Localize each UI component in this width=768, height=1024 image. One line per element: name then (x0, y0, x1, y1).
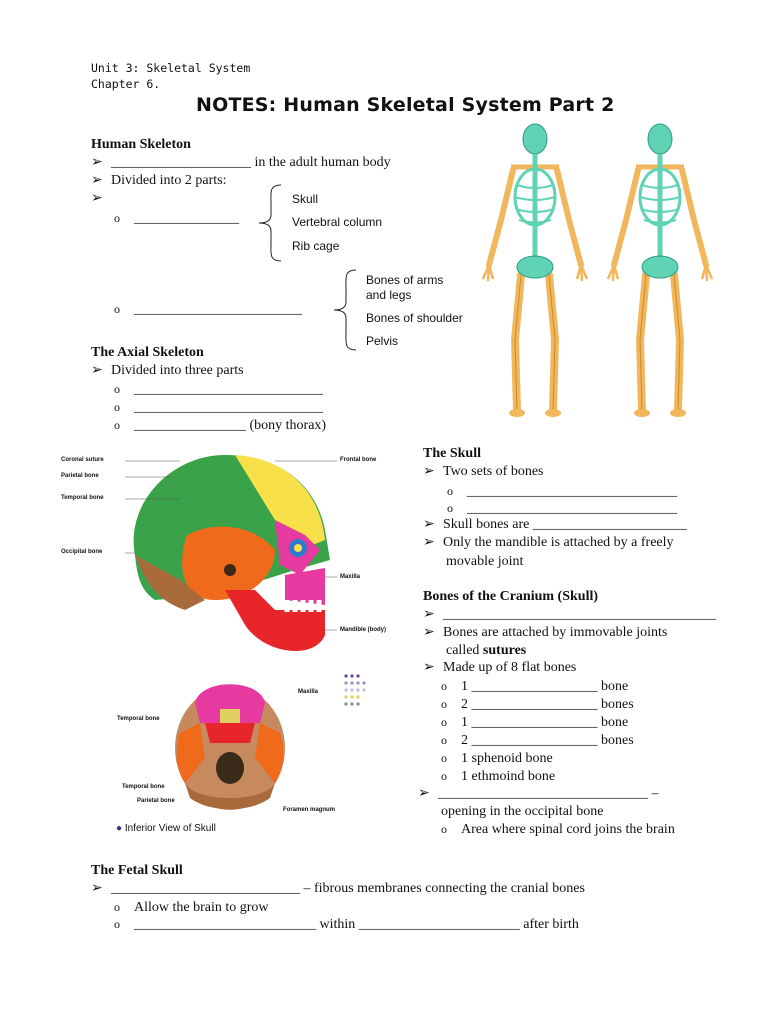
label-coronal-suture: Coronal suture (61, 457, 104, 463)
cranium-item-4: o 2 __________________ bones (441, 733, 634, 748)
inferior-view-caption: ● Inferior View of Skull (116, 823, 216, 834)
axial-item-1: o ___________________________ (114, 382, 323, 397)
inferior-skull-illustration (165, 673, 295, 813)
label-maxilla: Maxilla (340, 574, 361, 580)
cranium-line-4: ➢ ______________________________ – (418, 786, 659, 801)
label-occipital-bone: Occipital bone (61, 549, 103, 555)
axial-item-2: o ___________________________ (114, 400, 323, 415)
cranium-item-3: o 1 __________________ bone (441, 715, 629, 730)
cranium-line-2: ➢ Bones are attached by immovable joints (423, 625, 668, 640)
brace-item-pelvis: Pelvis (366, 334, 399, 348)
skeleton-illustration (470, 120, 730, 420)
human-skeleton-heading: Human Skeleton (91, 137, 191, 152)
brace-axial (255, 183, 285, 263)
cranium-item-5: o 1 sphenoid bone (441, 751, 553, 766)
skull-item-2: o ______________________________ (447, 501, 677, 516)
cranium-line-4-sub: o Area where spinal cord joins the brain (441, 822, 675, 837)
skull-item-1: o ______________________________ (447, 484, 677, 499)
lateral-skull-illustration (125, 450, 340, 660)
label-frontal-bone: Frontal bone (340, 457, 377, 463)
brace-appendicular (330, 268, 360, 352)
skull-line-3: ➢ Only the mandible is attached by a freely (423, 535, 674, 550)
hs-line-2: ➢ Divided into 2 parts: (91, 173, 227, 188)
fetal-heading: The Fetal Skull (91, 863, 183, 878)
brace-item-arms: Bones of arms (366, 273, 444, 287)
label-inferior-temporal-2: Temporal bone (122, 784, 165, 790)
cranium-heading: Bones of the Cranium (Skull) (423, 589, 599, 604)
page-title: NOTES: Human Skeletal System Part 2 (196, 94, 615, 116)
chapter-label: Chapter 6. (91, 77, 161, 91)
label-inferior-maxilla: Maxilla (298, 689, 319, 695)
hs-line-3: ➢ (91, 191, 103, 206)
cranium-item-2: o 2 __________________ bones (441, 697, 634, 712)
axial-item-3: o ________________ (bony thorax) (114, 418, 327, 433)
cranium-line-4b: opening in the occipital bone (441, 804, 604, 819)
fetal-sub-1: o Allow the brain to grow (114, 900, 269, 915)
cranium-item-6: o 1 ethmoind bone (441, 769, 556, 784)
label-inferior-temporal-1: Temporal bone (117, 716, 160, 722)
hs-sub-1: o _______________ (114, 211, 239, 226)
axial-heading: The Axial Skeleton (91, 345, 204, 360)
label-mandible: Mandible (body) (340, 627, 386, 633)
skull-heading: The Skull (423, 446, 481, 461)
brace-item-ribcage: Rib cage (292, 239, 340, 253)
unit-label: Unit 3: Skeletal System (91, 61, 251, 75)
label-parietal-bone: Parietal bone (61, 473, 99, 479)
hs-line-1: ➢ ____________________ in the adult human body (91, 155, 391, 170)
cranium-line-3: ➢ Made up of 8 flat bones (423, 660, 577, 675)
skull-line-1: ➢ Two sets of bones (423, 464, 544, 479)
axial-line-1: ➢ Divided into three parts (91, 363, 244, 378)
hs-sub-2: o ________________________ (114, 302, 302, 317)
skull-line-3b: movable joint (446, 554, 524, 569)
label-foramen-magnum: Foramen magnum (283, 807, 336, 813)
brace-item-legs: and legs (366, 288, 412, 302)
label-inferior-parietal: Parietal bone (137, 798, 175, 804)
cranium-line-2b: called sutures (446, 643, 527, 658)
brace-item-vertebral: Vertebral column (292, 215, 383, 229)
fetal-sub-2: o __________________________ within _______________________ after birth (114, 917, 579, 932)
label-temporal-bone: Temporal bone (61, 495, 104, 501)
color-dots (343, 673, 369, 709)
fetal-line-1: ➢ ___________________________ – fibrous membranes connecting the cranial bones (91, 881, 585, 896)
cranium-line-1: ➢ _______________________________________ (423, 607, 716, 622)
brace-item-shoulder: Bones of shoulder (366, 311, 463, 325)
cranium-item-1: o 1 __________________ bone (441, 679, 629, 694)
brace-item-skull: Skull (292, 192, 319, 206)
skull-line-2: ➢ Skull bones are ______________________ (423, 517, 687, 532)
